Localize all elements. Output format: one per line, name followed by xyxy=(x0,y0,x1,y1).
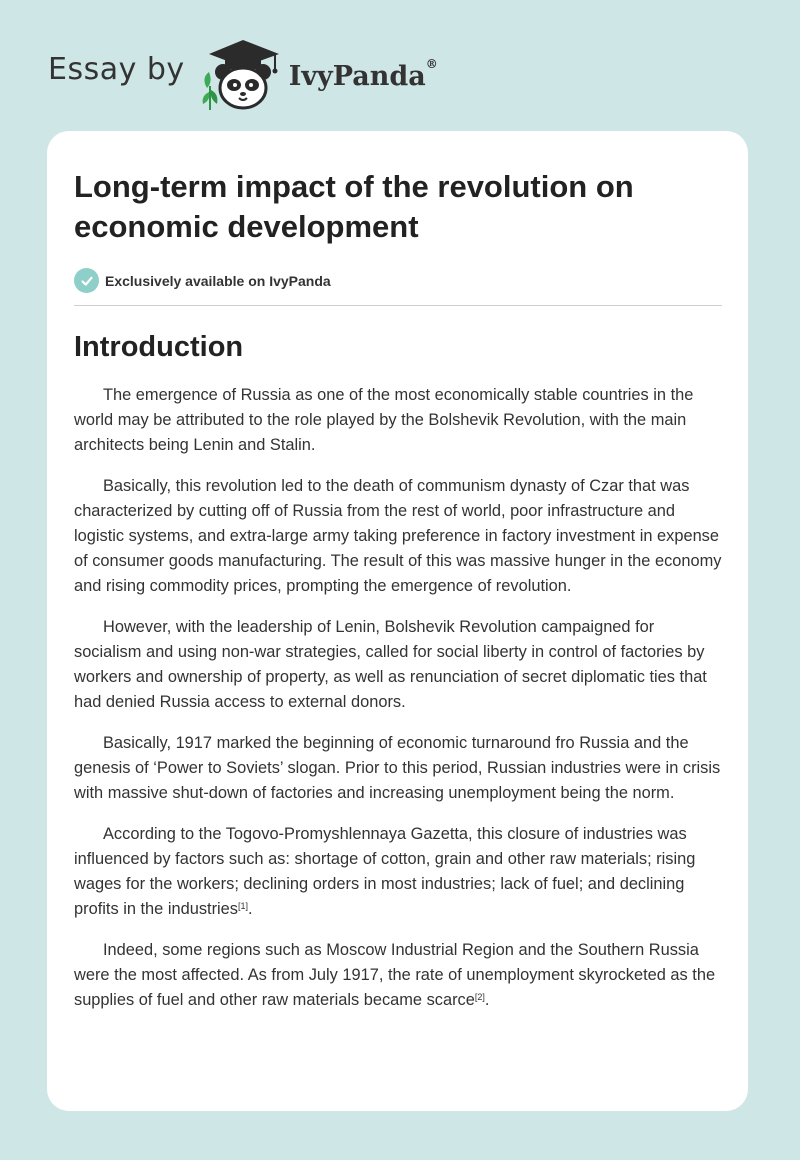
panda-logo-icon[interactable] xyxy=(199,36,283,112)
check-icon xyxy=(74,268,99,293)
site-header xyxy=(48,34,438,114)
footnote-ref-2[interactable]: [2] xyxy=(474,992,485,1002)
essay-card xyxy=(47,131,748,1111)
paragraph: However, with the leadership of Lenin, Bolshevik Revolution campaigned for socialism and using non-war strategies, called for social liberty in control of factories by workers and ownership of property, as well as renunciation of secret diplomatic ties that had denied Russia access to external donors. xyxy=(74,618,707,711)
brand-name[interactable]: IvyPanda® xyxy=(288,56,438,92)
paragraph: According to the Togovo-Promyshlennaya Gazetta, this closure of industries was influenced by factors such as: shortage of cotton, grain and other raw materials; rising wages for the workers; declining orders in most industries; lack of fuel; and declining profits in the industries[1]. xyxy=(74,825,696,918)
page-title: Long-term impact of the revolution on economic development xyxy=(74,169,634,244)
exclusive-badge xyxy=(74,268,720,293)
paragraph: The emergence of Russia as one of the most economically stable countries in the world may be attributed to the role played by the Bolshevik Revolution, with the main architects being Lenin and Stalin. xyxy=(74,386,694,454)
section-heading: Introduction xyxy=(74,331,244,363)
paragraph: Indeed, some regions such as Moscow Industrial Region and the Southern Russia were the most affected. As from July 1917, the rate of unemployment skyrocketed as the supplies of fuel and other raw materials became scarce[2]. xyxy=(74,941,716,1009)
paragraph: Basically, this revolution led to the death of communism dynasty of Czar that was characterized by cutting off of Russia from the rest of world, poor infrastructure and logistic systems, and extra-large army taking preference in factory investment in expense of consumer goods manufacturing. The result of this was massive hunger in the economy and rising commodity prices, prompting the emergence of revolution. xyxy=(74,477,722,595)
paragraph: Basically, 1917 marked the beginning of economic turnaround fro Russia and the genesis of ‘Power to Soviets’ slogan. Prior to this period, Russian industries were in crisis with massive shut-down of factories and increasing unemployment being the norm. xyxy=(74,734,721,802)
divider xyxy=(74,305,722,306)
exclusive-label: Exclusively available on IvyPanda xyxy=(105,272,331,289)
trademark-symbol: ® xyxy=(425,56,438,71)
footnote-ref-1[interactable]: [1] xyxy=(238,901,249,911)
essay-by-label: Essay by xyxy=(48,51,185,87)
essay-body xyxy=(74,383,720,1013)
